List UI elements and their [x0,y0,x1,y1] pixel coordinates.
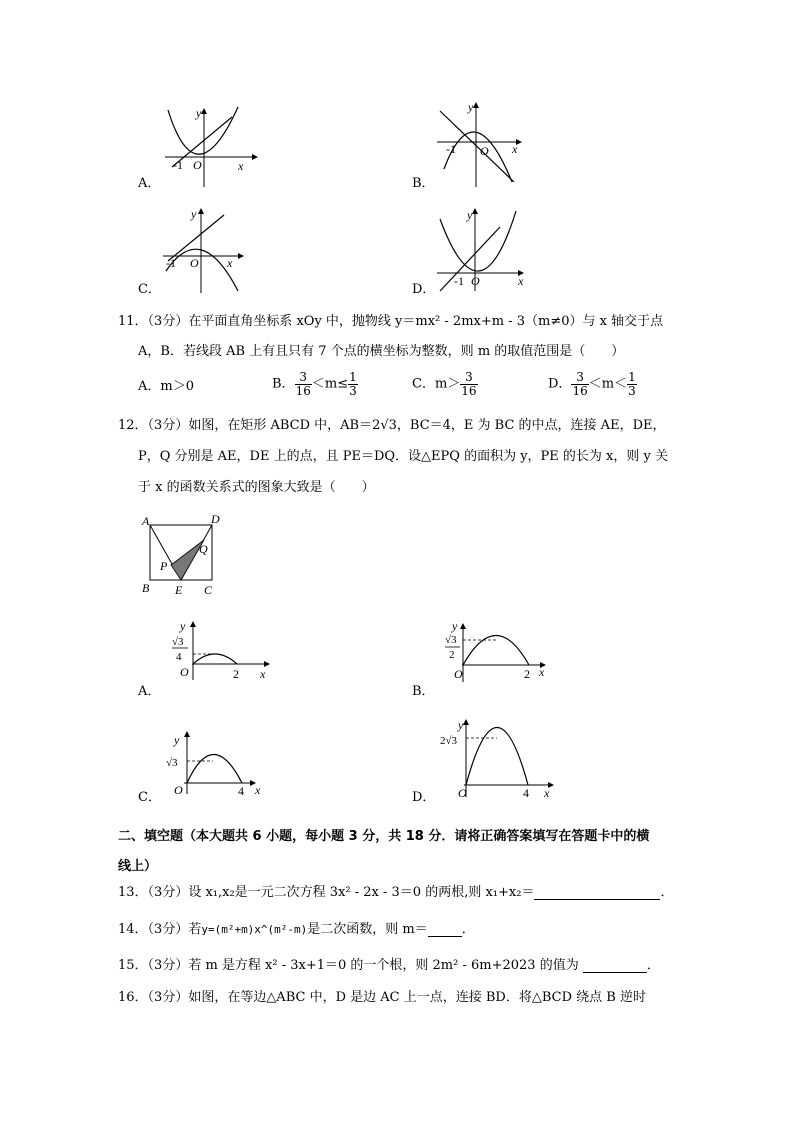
q12-fig-c: C [204,583,213,597]
q14-end: ． [461,922,475,937]
q11-b-den2: 3 [349,383,357,398]
q12a-den: 4 [176,651,182,663]
q12a-x: x [260,667,266,681]
q12-graph-a [166,618,276,684]
q11-c-num: 3 [460,371,477,385]
q12-fig-e: E [175,583,183,597]
q11-d-num: 3 [571,371,588,385]
q11-b-frac-left [295,371,312,397]
q11-b-num: 3 [295,371,312,385]
q10a-x: x [238,159,244,173]
q12-score: （3分） [147,418,189,433]
q10d-x: x [518,274,524,288]
q11-b-lt: ＜ [311,376,325,392]
q11-b-num2: 1 [349,370,357,384]
q12a-y: y [180,619,186,633]
q11-d-den: 16 [572,383,588,398]
q11-d-den2: 3 [628,383,636,398]
q11-score: （3分） [147,314,189,329]
q12c-sqrt3: √3 [166,757,178,769]
q11-stem-line1: 在平面直角坐标系 xOy 中，抛物线 y＝mx² - 2mx+m - 3（m≠0）与 x 轴交于点 [188,314,664,329]
q10d-o: O [471,274,480,288]
q12-line3: 于 x 的函数关系式的图象大致是（ ） [138,480,375,495]
q11-option-c[interactable] [412,371,478,397]
q11-option-b[interactable] [272,371,358,397]
q12-graph-b [440,620,550,686]
section2-heading-line2: 线上） [118,859,158,874]
q10a-y: y [196,106,202,120]
q12-fig-a: A [142,514,150,528]
q10-option-d-label[interactable]: D． [412,282,436,297]
q10c-o: O [190,256,199,270]
q14-formula: y=(m²+m)x^(m²-m) [201,923,308,936]
q11-line1 [118,315,663,328]
q12-line1 [118,419,665,432]
q14-line [118,923,475,937]
q10c-neg1: -1 [166,256,176,270]
q11-d-lt1: ＜ [588,376,602,392]
q12b-two: 2 [524,667,530,681]
q11-d-frac-left [571,371,588,397]
q12d-y: y [458,718,464,732]
q12b-den: 2 [449,649,455,661]
q10-graph-b [432,97,532,192]
q11-d-frac-right [627,371,637,397]
q13-text: 13．（3分）设 x₁,x₂是一元二次方程 3x² - 2x - 3＝0 的两根,则 x₁+x₂＝ [118,885,535,900]
q12a-o: O [180,665,189,679]
q12-line2: P，Q 分别是 AE，DE 上的点，且 PE＝DQ．设△EPQ 的面积为 y，PE 的长为 x，则 y 关 [138,449,668,464]
q10b-y: y [468,100,474,114]
q11-d-num2: 1 [628,370,636,384]
q11-c-frac [460,371,477,397]
q12-option-c-label[interactable]: C． [138,790,161,805]
q10-graph-d [434,205,534,295]
q12-number: 12． [118,418,148,433]
q12-graph-c [164,728,274,798]
q12-fig-d: D [211,512,220,526]
q10-option-b-label[interactable]: B． [412,176,435,191]
q14-suffix: 是二次函数，则 m＝ [307,922,428,937]
q12b-o: O [454,667,463,681]
q11-b-m: m [324,376,338,392]
q11-opt-d-label: D． [548,376,572,392]
q12-option-b-label[interactable]: B． [412,684,435,699]
q14-prefix: 14．（3分）若 [118,922,202,937]
q12-fig-b: B [142,581,150,595]
q12-option-a-label[interactable]: A． [138,684,161,699]
q12a-two: 2 [233,667,239,681]
q13-answer-blank[interactable] [534,886,660,900]
q12-fig-q: Q [199,542,208,556]
q12d-two-sqrt3: 2√3 [440,735,458,747]
q13-end: ． [660,885,674,900]
section2-heading-line1: 二、填空题（本大题共 6 小题，每小题 3 分，共 18 分．请将正确答案填写在答题卡中的横 [118,829,650,844]
q13-line [118,886,673,900]
q12c-y: y [174,733,180,747]
q11-number: 11． [118,314,148,329]
q15-text: 15．（3分）若 m 是方程 x² - 3x+1＝0 的一个根，则 2m² - 6m+2023 的值为 [118,958,579,973]
q10c-x: x [227,256,233,270]
q12b-sqrt3: √3 [445,634,457,646]
q10-graph-a [160,105,260,190]
q10b-o: O [480,144,489,158]
q10-option-a-label[interactable]: A． [138,176,161,191]
q12-rectangle-figure [138,510,228,600]
q12-fig-p: P [160,559,168,573]
q12c-x: x [255,783,261,797]
q12b-x: x [539,665,545,679]
q12b-y: y [452,620,458,633]
q12a-sqrt3: √3 [172,636,184,648]
q10-graph-c [160,205,250,295]
q11-b-den: 16 [295,383,311,398]
q12-graph-d [436,715,556,800]
q15-line [118,959,660,973]
q14-answer-blank[interactable] [428,923,462,937]
q12d-x: x [544,786,550,800]
q15-end: ． [646,958,660,973]
q11-option-d[interactable] [548,371,637,397]
q12c-four: 4 [238,784,244,798]
q11-option-a[interactable]: A．m＞0 [138,379,194,394]
q11-b-le: ≤ [337,376,349,392]
q11-c-m: m [434,376,448,392]
q11-d-m: m [601,376,615,392]
q12-stem-line1: 如图，在矩形 ABCD 中，AB＝2√3，BC＝4，E 为 BC 的中点，连接 AE，DE， [188,418,666,433]
q12c-o: O [174,783,183,797]
q12d-four: 4 [523,786,529,800]
q10c-y: y [191,207,197,221]
q12d-o: O [458,786,467,800]
q10d-neg1: -1 [454,274,464,288]
q12-option-d-label[interactable]: D． [412,790,436,805]
q11-d-lt2: ＜ [614,376,628,392]
q16-line: 16．（3分）如图，在等边△ABC 中，D 是边 AC 上一点，连接 BD．将△BCD 绕点 B 逆时 [118,990,646,1005]
q10-option-c-label[interactable]: C． [138,282,161,297]
q15-answer-blank[interactable] [583,959,647,973]
q11-b-frac-right [348,371,358,397]
q11-line2: A，B．若线段 AB 上有且只有 7 个点的横坐标为整数，则 m 的取值范围是（ ） [138,344,625,359]
q11-opt-b-label: B． [272,376,295,392]
q10a-o: O [193,158,202,172]
q11-c-gt: ＞ [447,376,461,392]
q10d-y: y [467,208,473,222]
q10a-neg1: -1 [173,158,183,172]
q10b-x: x [512,142,518,156]
q10b-neg1: -1 [446,142,456,156]
q11-c-den: 16 [461,383,477,398]
q11-opt-c-label: C． [412,376,435,392]
